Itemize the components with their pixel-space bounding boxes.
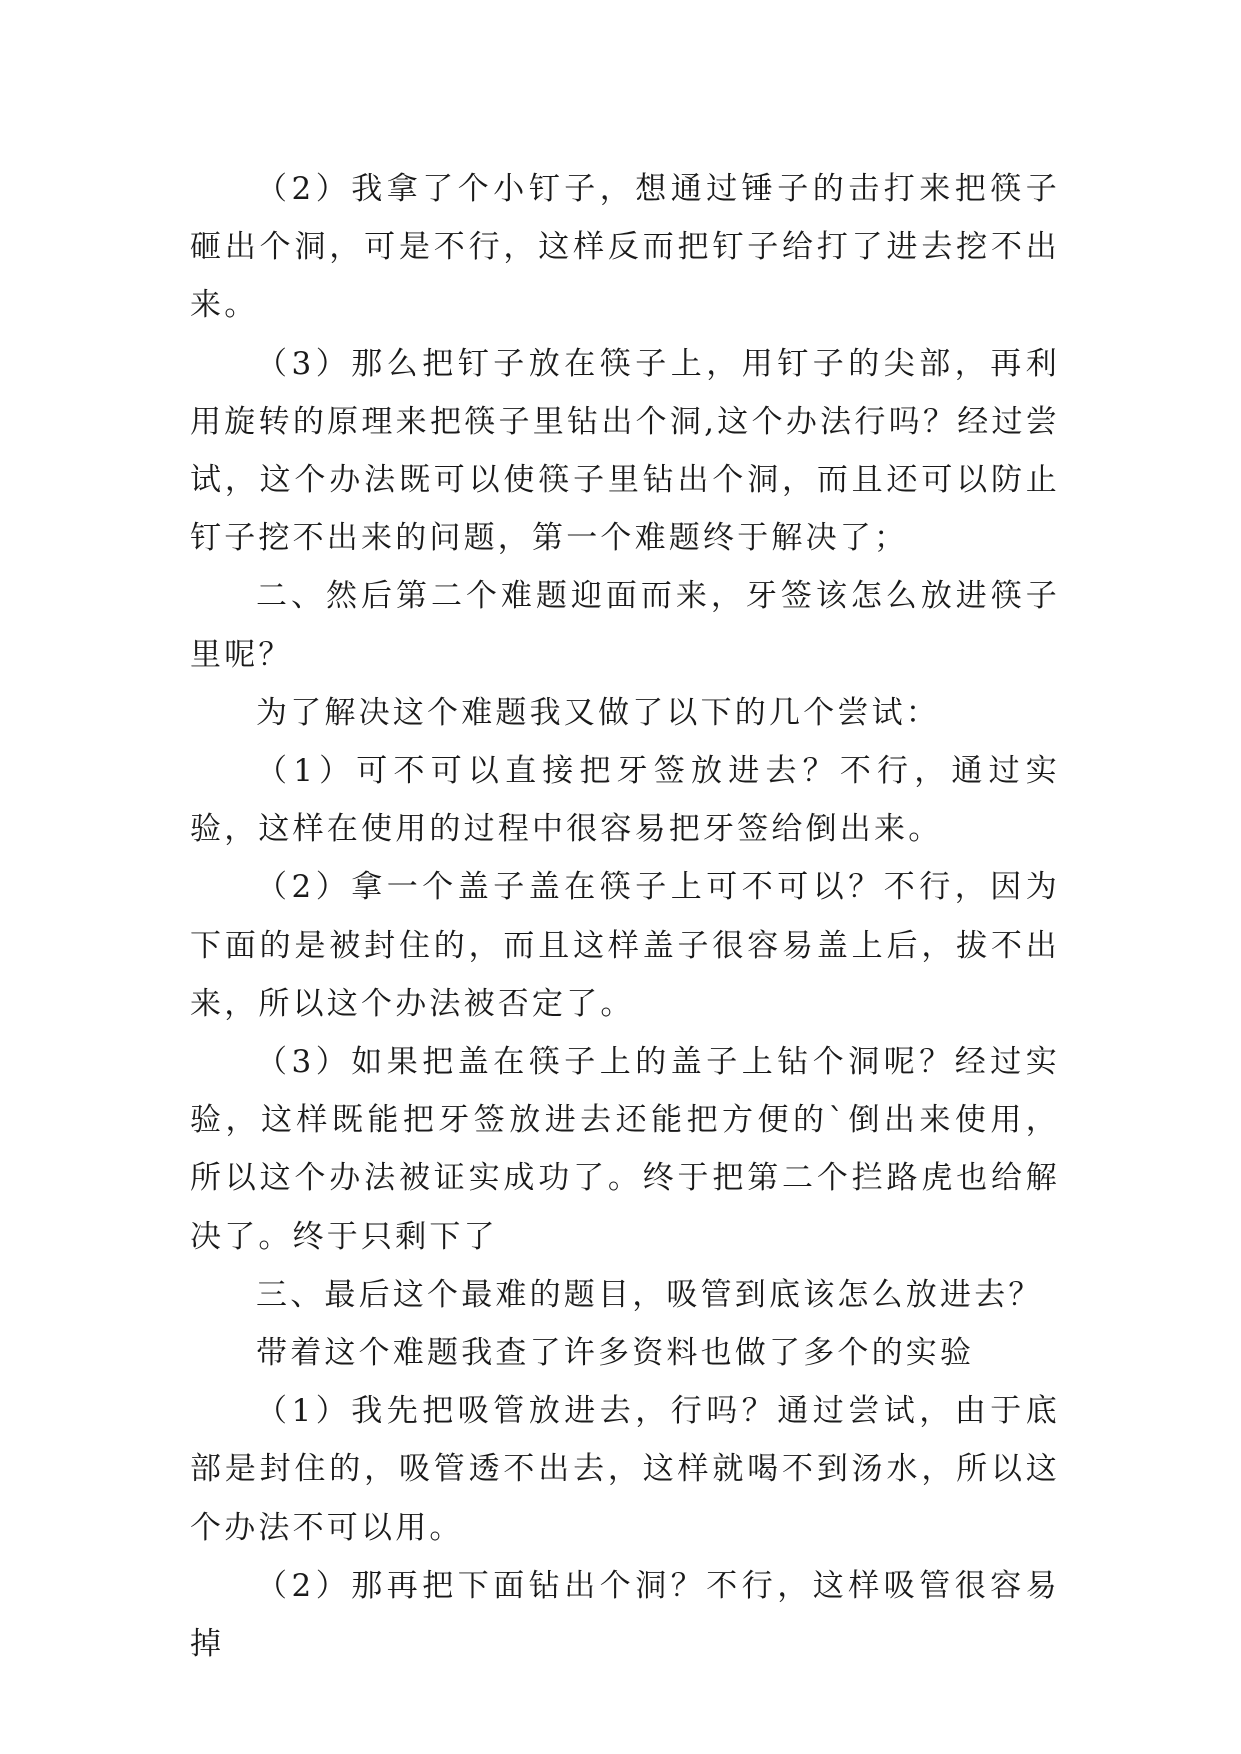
paragraph-third-problem: 三、最后这个最难的题目，吸管到底该怎么放进去？ <box>256 1276 1043 1313</box>
paragraph-toothpick-2: （2）拿一个盖子盖在筷子上可不可以？不行，因为下面的是被封住的，而且这样盖子很容易盖上后，拔不出来，所以这个办法被否定了。 <box>190 869 1060 1022</box>
paragraph-research-intro: 带着这个难题我查了许多资料也做了多个的实验 <box>256 1335 975 1372</box>
body-text <box>190 160 1060 1673</box>
paragraph-step-3-rotate: （3）那么把钉子放在筷子上，用钉子的尖部，再利用旋转的原理来把筷子里钻出个洞,这个办法行吗？经过尝试，这个办法既可以使筷子里钻出个洞，而且还可以防止钉子挖不出来的问题，第一个难题终于解决了； <box>190 345 1060 557</box>
paragraph-second-problem: 二、然后第二个难题迎面而来，牙签该怎么放进筷子里呢？ <box>190 578 1060 673</box>
paragraph-straw-1: （1）我先把吸管放进去，行吗？通过尝试，由于底部是封住的，吸管透不出去，这样就喝不到汤水，所以这个办法不可以用。 <box>190 1393 1060 1546</box>
paragraph-straw-2: （2）那再把下面钻出个洞？不行，这样吸管很容易掉 <box>190 1567 1060 1663</box>
paragraph-step-2-hammer: （2）我拿了个小钉子，想通过锤子的击打来把筷子砸出个洞，可是不行，这样反而把钉子给打了进去挖不出来。 <box>190 171 1060 324</box>
paragraph-toothpick-1: （1）可不可以直接把牙签放进去？不行，通过实验，这样在使用的过程中很容易把牙签给倒出来。 <box>190 753 1060 848</box>
paragraph-attempts-intro: 为了解决这个难题我又做了以下的几个尝试： <box>256 694 940 731</box>
paragraph-toothpick-3: （3）如果把盖在筷子上的盖子上钻个洞呢？经过实验，这样既能把牙签放进去还能把方便的`倒出来使用，所以这个办法被证实成功了。终于把第二个拦路虎也给解决了。终于只剩下了 <box>190 1044 1060 1255</box>
